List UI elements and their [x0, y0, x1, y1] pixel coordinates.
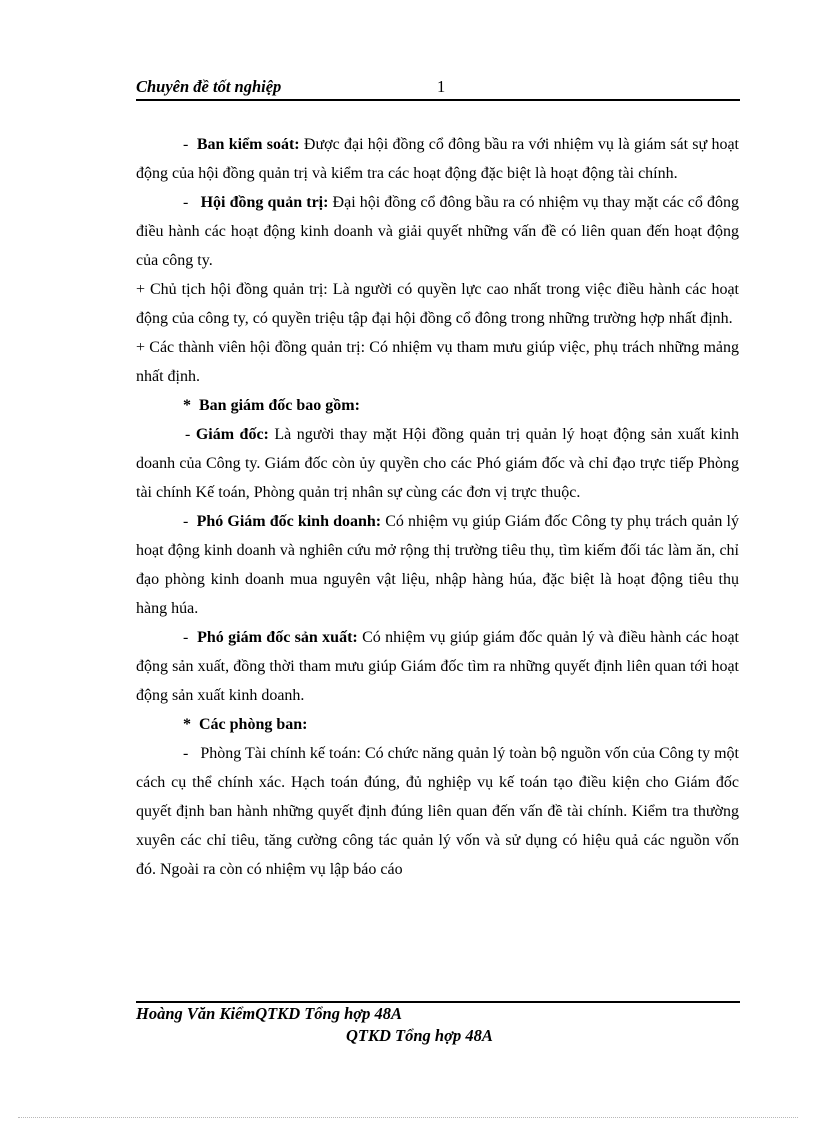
term-pho-gd-kinh-doanh: Phó Giám đốc kinh doanh:	[196, 513, 382, 530]
paragraph-text: Được đại hội đồng cổ đông bầu ra với nhiệm vụ là giám sát sự hoạt động của hội đồng quản trị và kiểm tra các hoạt động đặc biệt là hoạt động tài chính.	[136, 136, 739, 182]
dash-marker: -	[185, 426, 191, 443]
star-marker: *	[183, 716, 191, 733]
paragraph-text: Đại hội đồng cổ đông bầu ra có nhiệm vụ thay mặt các cổ đông điều hành các hoạt động kinh doanh và giải quyết những vấn đề có liên quan đến hoạt động của công ty.	[136, 194, 740, 269]
term-hoi-dong-quan-tri: Hội đồng quản trị:	[200, 194, 329, 211]
paragraph-phong-tai-chinh	[136, 739, 739, 884]
heading-text: Ban giám đốc bao gồm:	[199, 397, 360, 414]
paragraph-chu-tich: + Chủ tịch hội đồng quản trị: Là người có quyền lực cao nhất trong việc điều hành các hoạt động của công ty, có quyền triệu tập đại hội đồng cổ đông trong những trường hợp nhất định.	[136, 281, 739, 327]
paragraph-text: Là người thay mặt Hội đồng quản trị quản lý hoạt động sản xuất kinh doanh của Công ty. Giám đốc còn ủy quyền cho các Phó giám đốc và chỉ đạo trực tiếp Phòng tài chính Kế toán, Phòng quản trị nhân sự cùng các đơn vị trực thuộc.	[136, 426, 740, 501]
paragraph-giam-doc	[136, 420, 739, 507]
dash-marker: -	[183, 136, 189, 153]
term-giam-doc: Giám đốc:	[195, 426, 269, 443]
paragraph-text: Có nhiệm vụ giúp Giám đốc Công ty phụ trách quản lý hoạt động kinh doanh và nghiên cứu mở rộng thị trường tiêu thụ, tìm kiếm đối tác làm ăn, chỉ đạo phòng kinh doanh mua nguyên vật liệu, nhập hàng húa, đặc biệt là hoạt động tiêu thụ hàng húa.	[136, 513, 739, 617]
heading-cac-phong-ban	[136, 710, 739, 739]
paragraph-pho-gd-kinh-doanh	[136, 507, 739, 623]
dash-marker: -	[183, 194, 189, 211]
page-header	[136, 77, 740, 99]
page-number: 1	[437, 77, 446, 96]
term-pho-gd-san-xuat: Phó giám đốc sản xuất:	[197, 629, 358, 646]
paragraph-text: Phòng Tài chính kế toán: Có chức năng quản lý toàn bộ nguồn vốn của Công ty một cách cụ thể chính xác. Hạch toán đúng, đủ nghiệp vụ kế toán tạo điều kiện cho Giám đốc quyết định ban hành những quyết định đúng liên quan đến vấn đề tài chính. Kiểm tra thường xuyên các chỉ tiêu, tăng cường công tác quản lý vốn và sử dụng có hiệu quả các nguồn vốn đó. Ngoài ra còn có nhiệm vụ lập báo cáo	[136, 745, 740, 878]
term-ban-kiem-soat: Ban kiểm soát:	[196, 136, 300, 153]
dash-marker: -	[183, 745, 189, 762]
paragraph-hoi-dong-quan-tri	[136, 188, 739, 275]
heading-ban-giam-doc	[136, 391, 739, 420]
document-body	[136, 130, 739, 884]
footer-rule	[136, 1001, 740, 1003]
paragraph-pho-gd-san-xuat	[136, 623, 739, 710]
paragraph-ban-kiem-soat	[136, 130, 739, 188]
paragraph-thanh-vien: + Các thành viên hội đồng quản trị: Có nhiệm vụ tham mưu giúp việc, phụ trách những mảng nhất định.	[136, 339, 739, 385]
page-edge-border	[18, 1117, 798, 1118]
header-rule	[136, 99, 740, 101]
header-title: Chuyên đề tốt nghiệp	[136, 77, 282, 96]
star-marker: *	[183, 397, 191, 414]
heading-text: Các phòng ban:	[199, 716, 308, 733]
footer-author: Hoàng Văn KiểmQTKD Tổng hợp 48A	[136, 1004, 403, 1023]
dash-marker: -	[183, 629, 189, 646]
paragraph-text: Có nhiệm vụ giúp giám đốc quản lý và điều hành các hoạt động sản xuất, đồng thời tham mưu giúp Giám đốc tìm ra những quyết định liên quan tới hoạt động sản xuất kinh doanh.	[136, 629, 740, 704]
dash-marker: -	[183, 513, 189, 530]
footer-class: QTKD Tổng hợp 48A	[346, 1026, 493, 1045]
